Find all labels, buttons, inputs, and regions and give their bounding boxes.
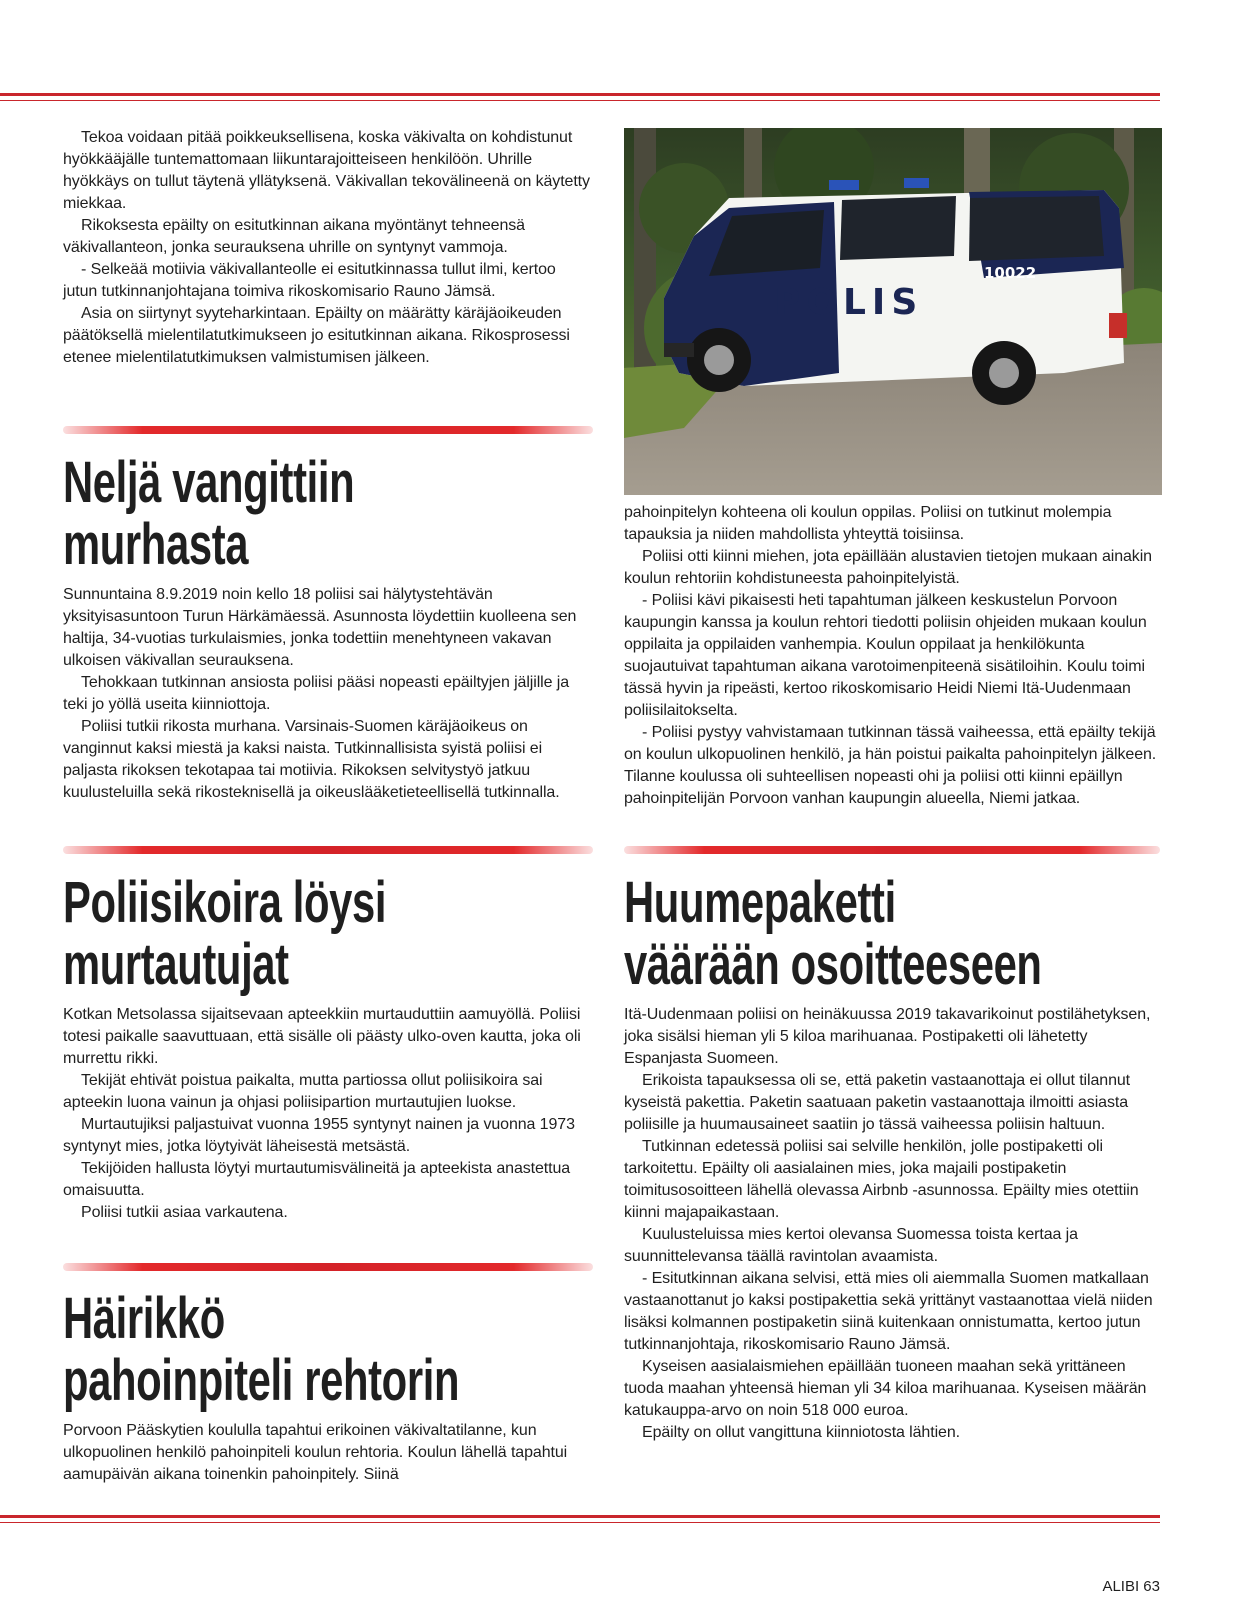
paragraph: Kotkan Metsolassa sijaitsevaan apteekkiin murtauduttiin aamuyöllä. Poliisi totesi paikalle saavuttuaan, että sisälle oli päästy ulko-oven kautta, joka oli murrettu rikki. bbox=[63, 1006, 581, 1067]
van-number: 10022 bbox=[984, 264, 1037, 282]
paragraph: Poliisi tutkii rikosta murhana. Varsinais-Suomen käräjäoikeus on vanginnut kaksi miestä ja kaksi naista. Tutkinnallisista syistä poliisi ei paljasta rikoksen tekotapaa tai motiivia. Rikoksen selvitystyö jatkuu kuulusteluilla sekä rikosteknisellä ja oikeuslääketieteellisellä tutkinnalla. bbox=[63, 718, 560, 801]
paragraph: Tutkinnan edetessä poliisi sai selville henkilön, jolle postipaketti oli tarkoitettu. Epäilty oli aasialainen mies, joka majaili postipaketin toimitusosoitteen lähellä olevassa Airbnb -asunnossa. Epäilty mies otettiin kiinni majapaikastaan. bbox=[624, 1138, 1139, 1221]
paragraph: Kuulusteluissa mies kertoi olevansa Suomessa toista kertaa ja suunnittelevansa täällä ravintolan avaamista. bbox=[624, 1226, 1078, 1265]
paragraph: Rikoksesta epäilty on esitutkinnan aikana myöntänyt tehneensä väkivallanteon, jonka seurauksena uhrille on syntynyt vammoja. bbox=[63, 217, 525, 256]
article4-body bbox=[624, 1004, 1160, 1444]
headline-line: väärään osoitteeseen bbox=[624, 932, 1042, 997]
headline-line: Poliisikoira löysi bbox=[63, 870, 387, 935]
paragraph: Tekoa voidaan pitää poikkeuksellisena, koska väkivalta on kohdistunut hyökkääjälle tuntemattomaan liikuntarajoitteiseen henkilöön. Uhrille hyökkäys on tullut täytenä yllätyksenä. Väkivallan tekovälineenä on käytetty miekkaa. bbox=[63, 129, 590, 212]
headline-article1 bbox=[63, 452, 354, 576]
headline-line: Huumepaketti bbox=[624, 870, 896, 935]
paragraph: Tehokkaan tutkinnan ansiosta poliisi pääsi nopeasti epäiltyjen jäljille ja teki jo yöllä useita kiinniottoja. bbox=[63, 674, 570, 713]
paragraph: Sunnuntaina 8.9.2019 noin kello 18 poliisi sai hälytystehtävän yksityisasuntoon Turun Härkämäessä. Asunnosta löydettiin kuolleena sen haltija, 34-vuotias turkulaismies, jonka todettiin menehtyneen vakavan ulkoisen väkivallan seurauksena. bbox=[63, 586, 577, 669]
paragraph: Poliisi tutkii asiaa varkautena. bbox=[81, 1204, 288, 1221]
article3-body bbox=[63, 1420, 593, 1486]
paragraph: pahoinpitelyn kohteena oli koulun oppilas. Poliisi on tutkinut molempia tapauksia ja niiden mahdollista yhteyttä toisiinsa. bbox=[624, 504, 1112, 543]
bottom-rule-thin bbox=[0, 1522, 1160, 1523]
paragraph: Porvoon Pääskytien koululla tapahtui erikoinen väkivaltatilanne, kun ulkopuolinen henkilö pahoinpiteli koulun rehtoria. Koulun lähellä tapahtui aamupäivän aikana toinenkin pahoinpitely. Siinä bbox=[63, 1422, 568, 1483]
paragraph: Asia on siirtynyt syyteharkintaan. Epäilty on määrätty käräjäoikeuden päätöksellä mielentilatutkimukseen jo esitutkinnan aikana. Rikosprosessi etenee mielentilatutkimuksen valmistumisen jälkeen. bbox=[63, 305, 570, 366]
top-rule bbox=[0, 93, 1160, 96]
paragraph: Tekijät ehtivät poistua paikalta, mutta partiossa ollut poliisikoira sai apteekin luona vainun ja ohjasi poliisipartion murtautujien luokse. bbox=[63, 1072, 543, 1111]
article3-continuation bbox=[624, 502, 1160, 810]
paragraph: - Esitutkinnan aikana selvisi, että mies oli aiemmalla Suomen matkallaan vastaanottanut jo kaksi postipakettia sekä yrittänyt vastaanottaa vielä niiden lisäksi kolmannen postipaketin siinä kuitenkaan onnistumatta, kertoo jutun tutkinnanjohtaja, rikoskomisario Rauno Jämsä. bbox=[624, 1270, 1153, 1353]
intro-text bbox=[63, 127, 593, 369]
headline-article3 bbox=[63, 1288, 459, 1412]
headline-article2 bbox=[63, 872, 386, 996]
section-divider bbox=[63, 1263, 593, 1271]
section-divider bbox=[63, 846, 593, 854]
paragraph: Poliisi otti kiinni miehen, jota epäillään alustavien tietojen mukaan ainakin koulun rehtoriin kohdistuneesta pahoinpitelyistä. bbox=[624, 548, 1152, 587]
paragraph: - Poliisi kävi pikaisesti heti tapahtuman jälkeen keskustelun Porvoon kaupungin kanssa ja koulun rehtori tiedotti poliisin ohjeiden mukaan koulun oppilaita ja oppilaiden vanhempia. Koulun oppilaat ja henkilökunta suojautuivat tapahtuman aikana varotoimenpiteenä sisätiloihin. Koulu toimi tässä hyvin ja ripeästi, kertoo rikoskomisario Heidi Niemi Itä-Uudenmaan poliisilaitokselta. bbox=[624, 592, 1147, 719]
paragraph: Tekijöiden hallusta löytyi murtautumisvälineitä ja apteekista anastettua omaisuutta. bbox=[63, 1160, 571, 1199]
page-number: ALIBI 63 bbox=[1102, 1578, 1160, 1595]
paragraph: - Selkeää motiivia väkivallanteolle ei esitutkinnassa tullut ilmi, kertoo jutun tutkinnanjohtajana toimiva rikoskomisario Rauno Jämsä. bbox=[63, 261, 556, 300]
paragraph: - Poliisi pystyy vahvistamaan tutkinnan tässä vaiheessa, että epäilty tekijä on koulun ulkopuolinen henkilö, ja hän poistui paikalta pahoinpitelyn jälkeen. Tilanne koulussa oli suhteellisen nopeasti ohi ja poliisi otti kiinni epäillyn pahoinpitelijän Porvoon vanhan kaupungin alueella, Niemi jatkaa. bbox=[624, 724, 1157, 807]
paragraph: Epäilty on ollut vangittuna kiinniotosta lähtien. bbox=[642, 1424, 960, 1441]
bottom-rule bbox=[0, 1515, 1160, 1518]
paragraph: Itä-Uudenmaan poliisi on heinäkuussa 2019 takavarikoinut postilähetyksen, joka sisälsi hieman yli 5 kiloa marihuanaa. Postipaketti oli lähetetty Espanjasta Suomeen. bbox=[624, 1006, 1151, 1067]
paragraph: Erikoista tapauksessa oli se, että paketin vastaanottaja ei ollut tilannut kyseistä pakettia. Paketin saatuaan paketin vastaanottaja ilmoitti asiasta poliisille ja huumausaineet saatiin jo tässä vaiheessa poliisin haltuun. bbox=[624, 1072, 1131, 1133]
article1-body bbox=[63, 584, 593, 804]
article2-body bbox=[63, 1004, 593, 1224]
paragraph: Murtautujiksi paljastuivat vuonna 1955 syntynyt nainen ja vuonna 1973 syntynyt mies, jotka löytyivät läheisestä metsästä. bbox=[63, 1116, 575, 1155]
section-divider bbox=[624, 846, 1160, 854]
headline-line: pahoinpiteli rehtorin bbox=[63, 1348, 460, 1413]
van-lettering: POLIS bbox=[774, 282, 924, 323]
paragraph: Kyseisen aasialaismiehen epäillään tuoneen maahan sekä yrittäneen tuoda maahan yhteensä hieman yli 34 kiloa marihuanaa. Kyseisen määrän katukauppa-arvo on noin 518 000 euroa. bbox=[624, 1358, 1147, 1419]
headline-line: murhasta bbox=[63, 512, 249, 577]
headline-line: Häirikkö bbox=[63, 1286, 225, 1351]
headline-line: murtautujat bbox=[63, 932, 289, 997]
headline-line: Neljä vangittiin bbox=[63, 450, 355, 515]
top-rule-thin bbox=[0, 100, 1160, 101]
section-divider bbox=[63, 426, 593, 434]
headline-article4 bbox=[624, 872, 1042, 996]
police-van-photo bbox=[624, 128, 1162, 495]
